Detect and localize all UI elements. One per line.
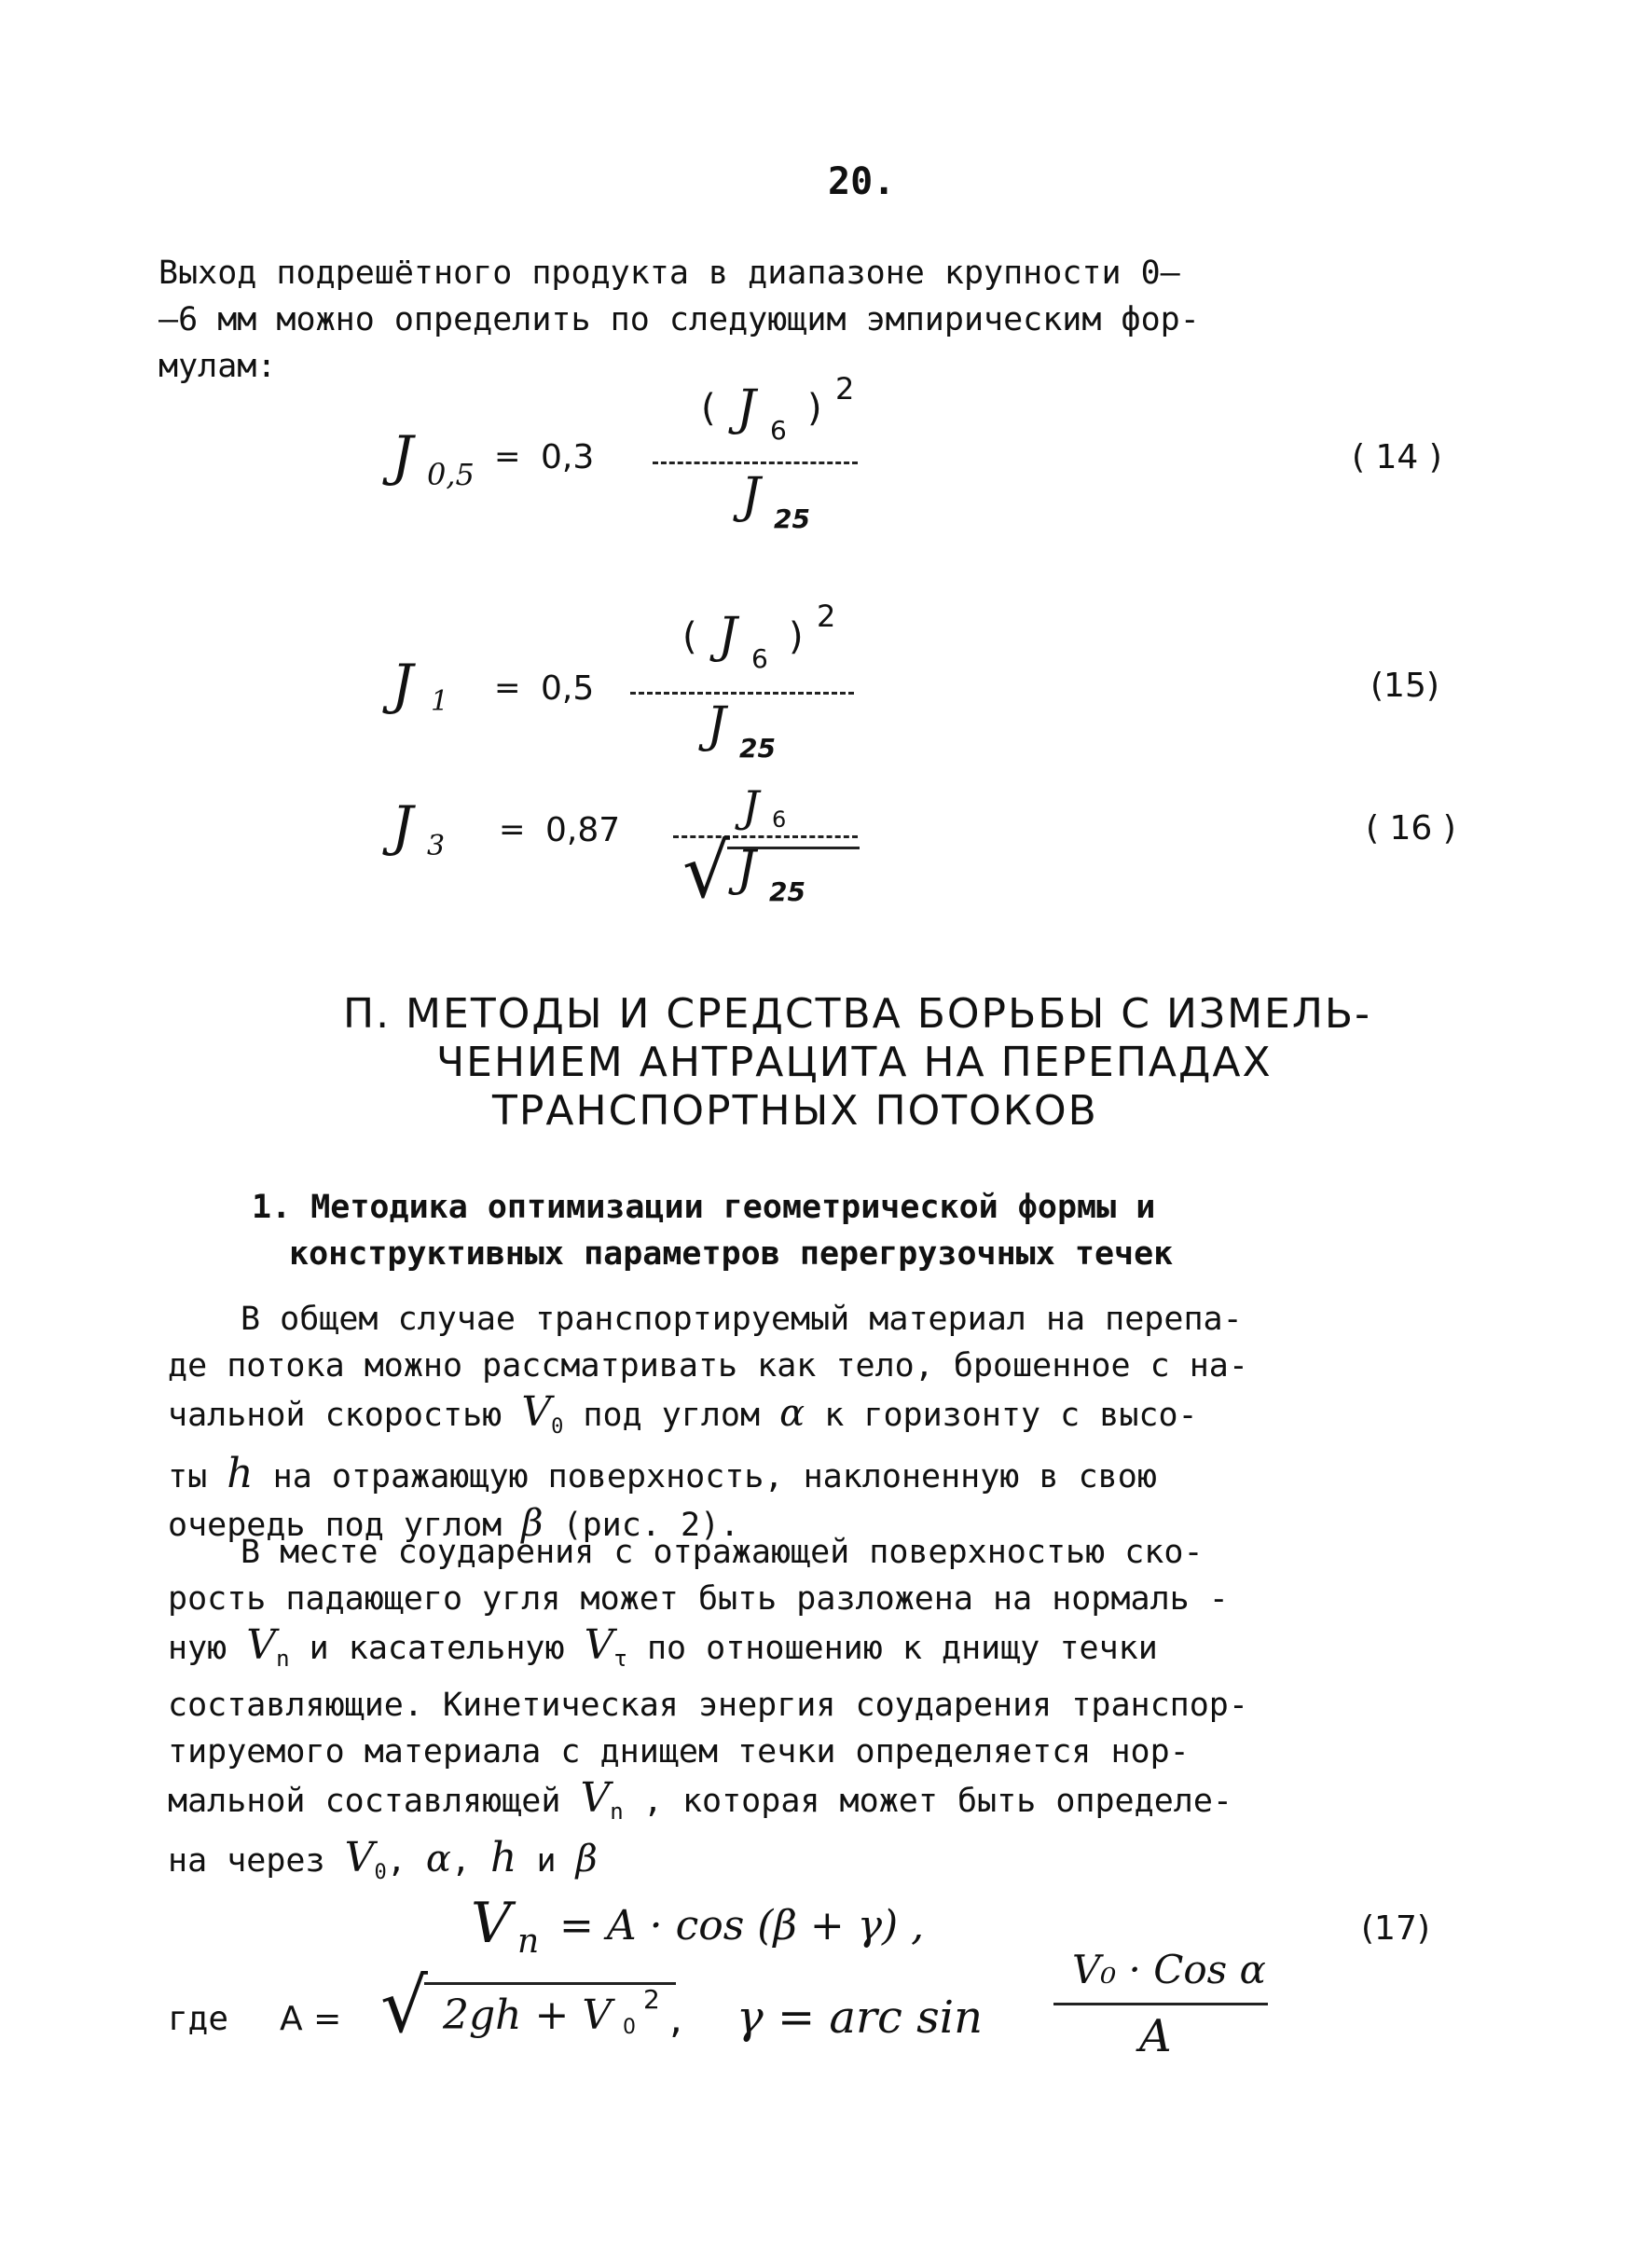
text-fragment: очередь под углом [168, 1507, 502, 1544]
eq14-den-subscript: 25 [774, 503, 810, 534]
eq15-den-subscript: 25 [739, 733, 776, 764]
eq15-den-symbol: J [707, 697, 726, 753]
text-fragment: под углом [583, 1397, 761, 1434]
velocity-symbol: V [344, 1834, 375, 1881]
a-sqrt-bar [424, 1982, 676, 1985]
eq15-equals: = [494, 669, 521, 707]
text-fragment: на через [168, 1842, 325, 1880]
eq14-num-open-paren: ( [701, 387, 716, 430]
velocity-subscript: n [276, 1646, 290, 1672]
text-fragment: (рис. 2). [562, 1507, 740, 1544]
text-line: составляющие. Кинетическая энергия соударения транспор- [168, 1687, 1248, 1724]
text-fragment: ную [168, 1630, 227, 1667]
eq17-number: (17) [1361, 1909, 1430, 1948]
a-label: A = [280, 2000, 342, 2038]
velocity-symbol: V [584, 1621, 614, 1669]
subsection-heading [252, 1184, 1173, 1277]
text-line: Выход подрешётного продукта в диапазоне крупности 0– [158, 255, 1180, 292]
eq15-fraction-line [630, 692, 854, 695]
eq16-num-subscript: 6 [772, 806, 787, 833]
velocity-symbol: V [521, 1388, 552, 1436]
text-line: –6 мм можно определить по следующим эмпирическим фор- [158, 301, 1200, 338]
eq15-num-close-paren: ) [789, 615, 804, 658]
paragraph-1 [168, 1296, 1473, 1549]
eq16-lhs-subscript: 3 [427, 830, 446, 862]
gamma-definition: γ = arc sin [737, 1991, 984, 2044]
velocity-subscript: τ [613, 1646, 627, 1672]
eq14-num-subscript: 6 [770, 415, 787, 446]
eq15-num-symbol: J [718, 608, 737, 664]
eq14-num-close-paren: ) [807, 387, 822, 430]
eq14-den-symbol: J [741, 468, 761, 524]
a-root-content: 2gh + V [443, 1991, 613, 2039]
sqrt-icon: √ [682, 828, 730, 915]
text-line: В общем случае транспортируемый материал на перепа- [241, 1301, 1243, 1338]
velocity-subscript: n [610, 1798, 624, 1825]
eq14-coefficient: 0,3 [541, 438, 595, 476]
text-fragment: мальной составляющей [168, 1783, 561, 1820]
section-heading [343, 990, 1371, 1136]
text-fragment: и касательную [309, 1630, 565, 1667]
eq14-num-symbol: J [737, 380, 756, 436]
text-line: мулам: [158, 348, 277, 385]
eq15-lhs-subscript: 1 [431, 685, 449, 718]
eq14-num-exponent: 2 [835, 371, 855, 406]
gamma-fraction-line [1053, 2003, 1268, 2005]
text-line [168, 1835, 1492, 1896]
eq15-number: (15) [1370, 667, 1439, 705]
height-symbol: h [227, 1450, 254, 1497]
text-fragment: на отражающую поверхность, наклоненную в свою [272, 1458, 1157, 1495]
subsection-heading-line: 1. Методика оптимизации геометрической формы и [252, 1189, 1156, 1226]
text-line: рость падающего угля может быть разложена на нормаль - [168, 1580, 1229, 1618]
eq14-fraction-line [653, 462, 858, 464]
alpha-symbol: α [425, 1838, 451, 1881]
eq14-lhs-symbol: J [392, 424, 414, 488]
text-line [168, 1451, 1473, 1500]
comma: , [450, 1842, 471, 1880]
comma: , [386, 1842, 406, 1880]
page-number: 20. [828, 160, 896, 203]
eq16-num-symbol: J [742, 781, 760, 832]
eq16-den-symbol: J [737, 841, 756, 897]
eq15-coefficient: 0,5 [541, 669, 595, 708]
height-symbol: h [490, 1834, 517, 1881]
text-fragment: ты [168, 1458, 208, 1495]
gamma-fraction-numerator: V₀ · Cos α [1072, 1947, 1266, 1992]
text-line: В месте соударения с отражающей поверхностью ско- [241, 1534, 1204, 1571]
eq14-number: ( 14 ) [1352, 438, 1442, 476]
velocity-symbol: V [246, 1621, 277, 1669]
text-line [168, 1389, 1473, 1451]
beta-symbol: β [521, 1502, 544, 1545]
subsection-heading-line: конструктивных параметров перегрузочных течек [289, 1235, 1174, 1273]
eq17-lhs-subscript: n [517, 1922, 540, 1961]
alpha-symbol: α [779, 1392, 805, 1435]
where-label: где [168, 2000, 229, 2038]
text-fragment: чальной скоростью [168, 1397, 502, 1434]
velocity-subscript: 0 [551, 1415, 564, 1439]
eq16-den-subscript: 25 [769, 876, 805, 907]
velocity-subscript: 0 [374, 1861, 387, 1884]
eq15-num-open-paren: ( [682, 615, 697, 658]
text-line [168, 1622, 1492, 1682]
a-comma: , [669, 1995, 682, 2043]
eq14-lhs-subscript: 0,5 [427, 457, 475, 492]
eq17-lhs-symbol: V [471, 1891, 512, 1956]
eq16-lhs-symbol: J [392, 794, 414, 858]
velocity-symbol: V [580, 1774, 611, 1822]
eq16-equals: = [499, 811, 526, 848]
section-heading-line: ЧЕНИЕМ АНТРАЦИТА НА ПЕРЕПАДАХ [436, 1039, 1273, 1086]
text-line [168, 1775, 1492, 1835]
a-root-exponent: 2 [643, 1984, 660, 2015]
section-heading-line: П. МЕТОДЫ И СРЕДСТВА БОРЬБЫ С ИЗМЕЛЬ- [343, 990, 1371, 1038]
paragraph-2 [168, 1529, 1492, 1896]
intro-paragraph [158, 250, 1200, 390]
eq14-equals: = [494, 438, 521, 475]
section-heading-line: ТРАНСПОРТНЫХ ПОТОКОВ [492, 1087, 1098, 1135]
eq16-coefficient: 0,87 [545, 811, 621, 849]
text-fragment: и [536, 1842, 557, 1880]
eq15-num-subscript: 6 [751, 643, 768, 674]
text-line: тируемого материала с днищем течки определяется нор- [168, 1733, 1190, 1771]
sqrt-icon: √ [380, 1963, 428, 2049]
eq15-lhs-symbol: J [392, 653, 414, 716]
text-fragment: , которая может быть определе- [642, 1783, 1232, 1820]
gamma-fraction-denominator: A [1139, 2010, 1172, 2062]
a-root-subscript: 0 [623, 2016, 636, 2039]
text-fragment: по отношению к днищу течки [646, 1630, 1158, 1667]
text-fragment: к горизонту с высо- [824, 1397, 1198, 1434]
text-line: де потока можно рассматривать как тело, брошенное с на- [168, 1347, 1248, 1385]
beta-symbol: β [575, 1838, 598, 1881]
eq15-num-exponent: 2 [817, 599, 836, 634]
eq17-rhs: = A · cos (β + γ) , [559, 1902, 925, 1950]
eq16-number: ( 16 ) [1366, 809, 1456, 847]
